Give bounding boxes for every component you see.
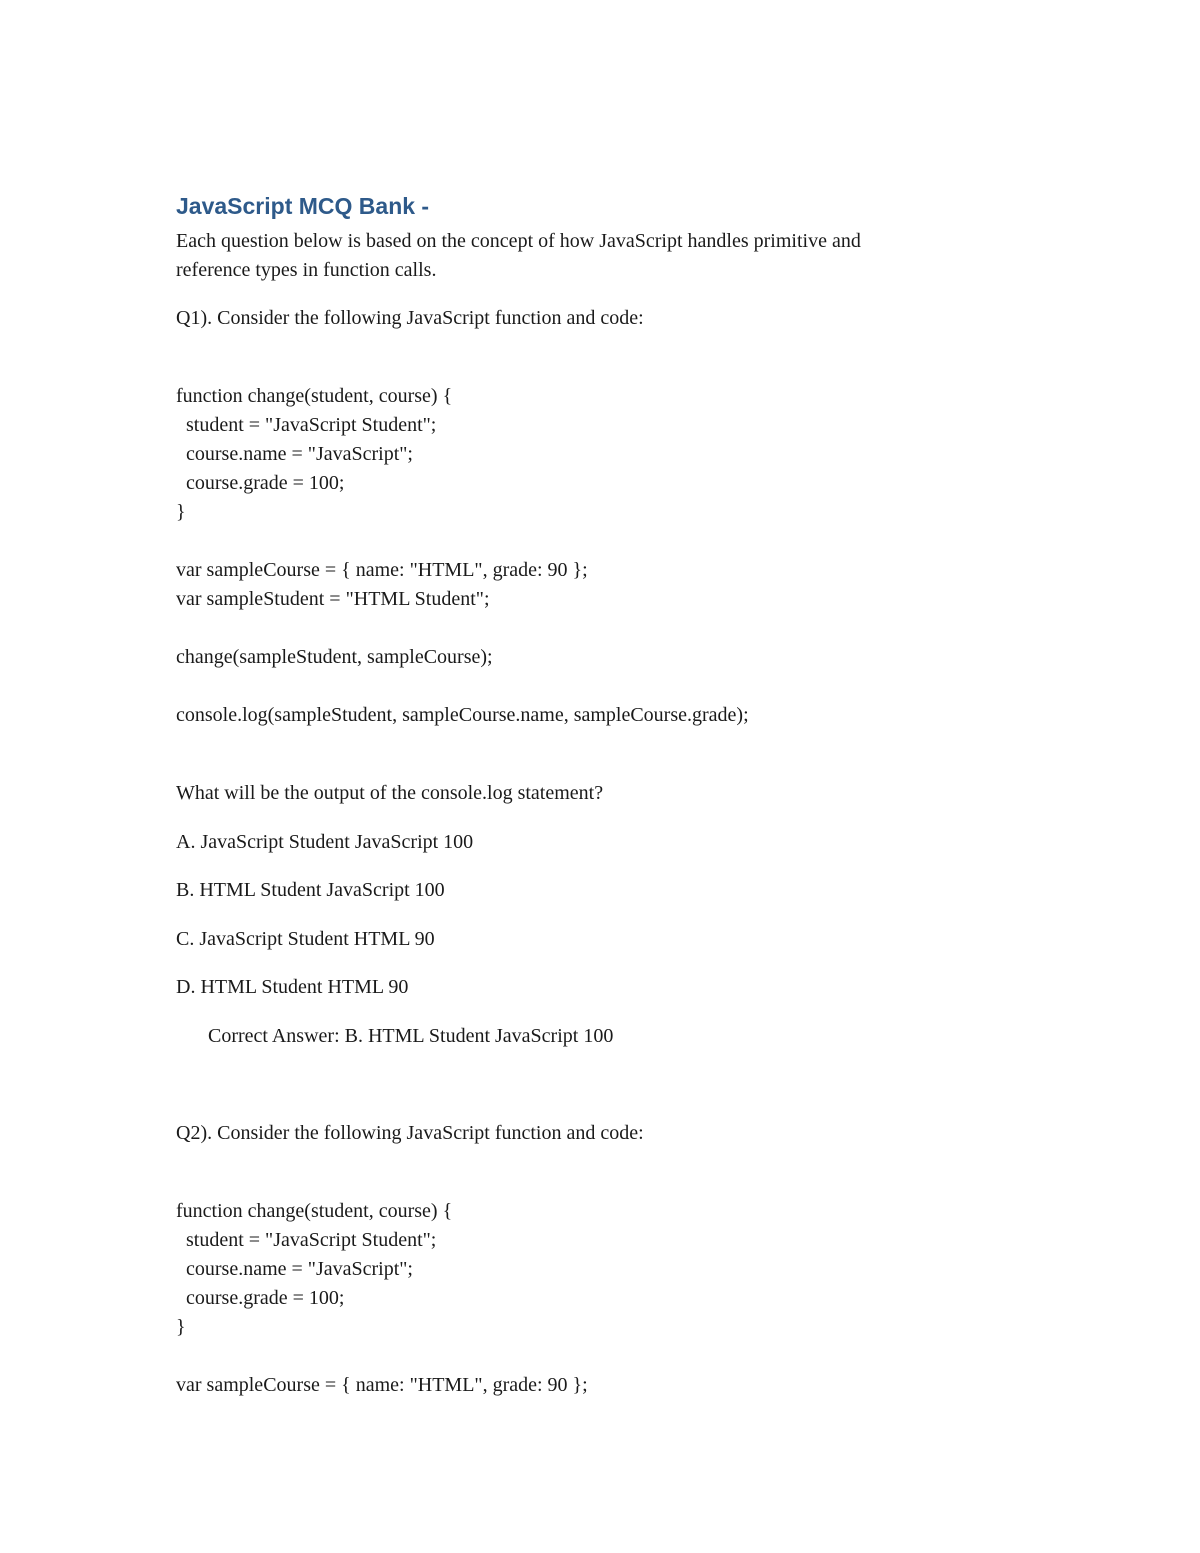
document-title: JavaScript MCQ Bank - — [176, 193, 430, 219]
q1-option-d: D. HTML Student HTML 90 — [176, 976, 409, 998]
q1-question: What will be the output of the console.log statement? — [176, 782, 604, 804]
q2-code-line: } — [176, 1316, 186, 1338]
q1-code-line: change(sampleStudent, sampleCourse); — [176, 646, 493, 668]
q1-code-line: console.log(sampleStudent, sampleCourse.name, sampleCourse.grade); — [176, 704, 749, 726]
q1-code-line: } — [176, 501, 186, 523]
q1-correct-answer: Correct Answer: B. HTML Student JavaScript 100 — [208, 1025, 614, 1047]
q2-code-line: course.grade = 100; — [176, 1287, 345, 1309]
q2-code-line: student = "JavaScript Student"; — [176, 1229, 437, 1251]
q1-heading: Q1). Consider the following JavaScript function and code: — [176, 307, 644, 329]
q1-option-c: C. JavaScript Student HTML 90 — [176, 928, 435, 950]
q1-code-line: student = "JavaScript Student"; — [176, 414, 437, 436]
q1-code-line: var sampleCourse = { name: "HTML", grade: 90 }; — [176, 559, 588, 581]
q1-code-line: course.name = "JavaScript"; — [176, 443, 413, 465]
q2-code-line: course.name = "JavaScript"; — [176, 1258, 413, 1280]
intro-line-1: Each question below is based on the concept of how JavaScript handles primitive and — [176, 230, 861, 252]
intro-line-2: reference types in function calls. — [176, 259, 437, 281]
q1-code-line: function change(student, course) { — [176, 385, 453, 407]
q1-code-line: var sampleStudent = "HTML Student"; — [176, 588, 490, 610]
q2-code-line: var sampleCourse = { name: "HTML", grade: 90 }; — [176, 1374, 588, 1396]
q2-code-line: function change(student, course) { — [176, 1200, 453, 1222]
q1-option-a: A. JavaScript Student JavaScript 100 — [176, 831, 474, 853]
q1-option-b: B. HTML Student JavaScript 100 — [176, 879, 445, 901]
q2-heading: Q2). Consider the following JavaScript function and code: — [176, 1122, 644, 1144]
q1-code-line: course.grade = 100; — [176, 472, 345, 494]
